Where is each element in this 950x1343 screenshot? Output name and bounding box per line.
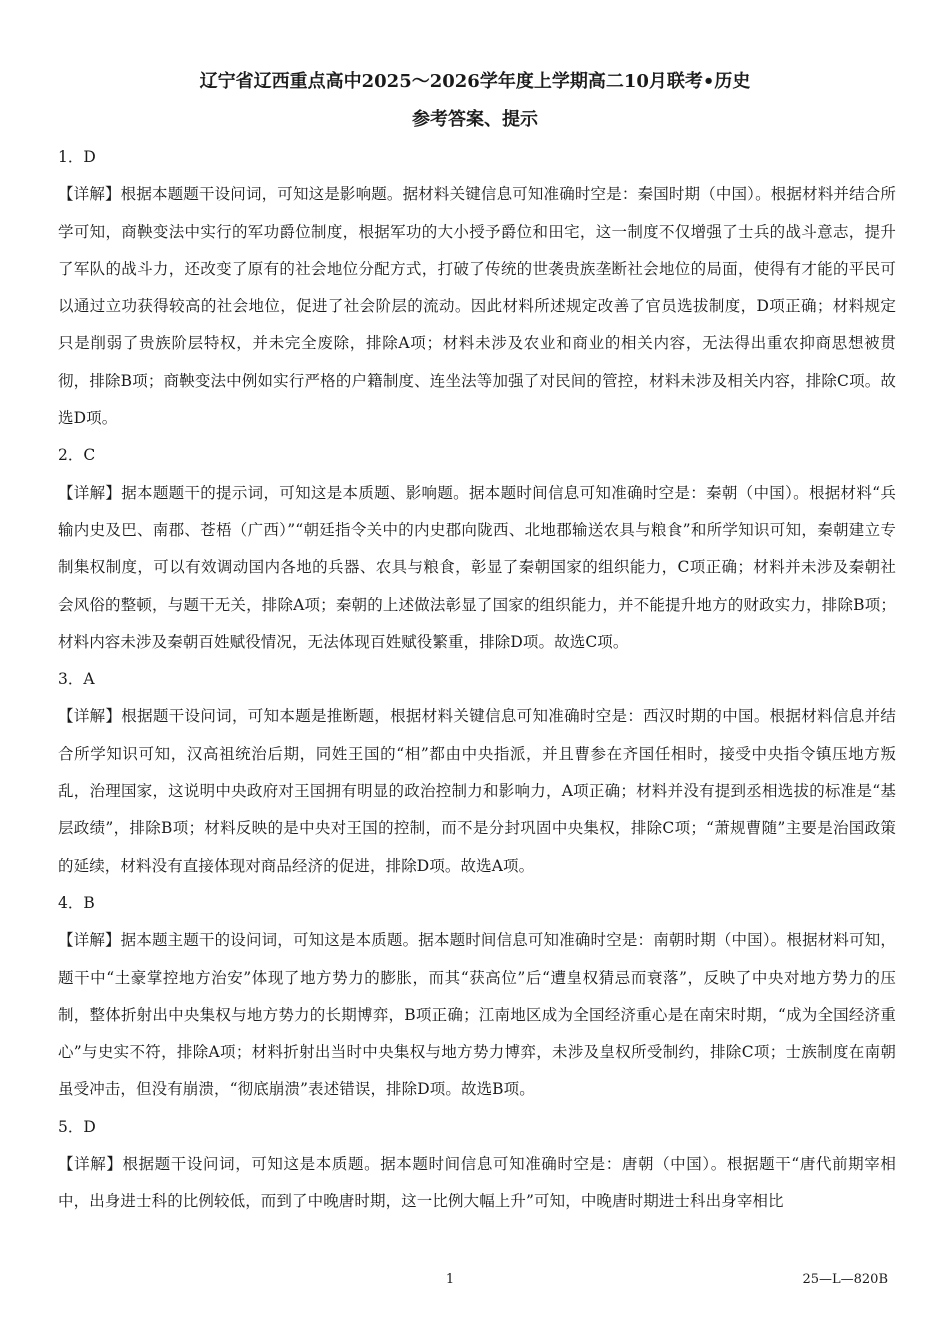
answer-item-4 — [58, 885, 896, 1109]
answer-item-2 — [58, 437, 896, 661]
answer-label: 2．C — [58, 446, 96, 465]
page-number: 1 — [445, 1272, 455, 1287]
answer-explanation: 【详解】据本题题干的提示词，可知这是本质题、影响题。据本题时间信息可知准确时空是：秦朝（中国）。根据材料“兵输内史及巴、南郡、苍梧（广西）”“朝廷指令关中的内史郡向陇西、北地郡输送农具与粮食”和所学知识可知，秦朝建立专制集权制度，可以有效调动国内各地的兵器、农具与粮食，彰显了秦朝国家的组织能力，C项正确；材料并未涉及秦朝社会风俗的整顿，与题干无关，排除A项；秦朝的上述做法彰显了国家的组织能力，并不能提升地方的财政实力，排除B项；材料内容未涉及秦朝百姓赋役情况，无法体现百姓赋役繁重，排除D项。故选C项。 — [58, 483, 896, 651]
answer-item-5 — [58, 1109, 896, 1221]
document-title: 辽宁省辽西重点高中2025～2026学年度上学期高二10月联考•历史 — [199, 71, 751, 92]
answer-explanation: 【详解】根据题干设问词，可知这是本质题。据本题时间信息可知准确时空是：唐朝（中国）。根据题干“唐代前期宰相中，出身进士科的比例较低，而到了中晚唐时期，这一比例大幅上升”可知，中晚唐时期进士科出身宰相比 — [58, 1155, 896, 1211]
document-code: 25—L—820B — [802, 1272, 888, 1287]
document-subtitle: 参考答案、提示 — [412, 109, 538, 130]
answer-label: 4．B — [58, 893, 95, 912]
answer-explanation: 【详解】根据本题题干设问词，可知这是影响题。据材料关键信息可知准确时空是：秦国时期（中国）。根据材料并结合所学可知，商鞅变法中实行的军功爵位制度，根据军功的大小授予爵位和田宅，这一制度不仅增强了士兵的战斗意志，提升了军队的战斗力，还改变了原有的社会地位分配方式，打破了传统的世袭贵族垄断社会地位的局面，使得有才能的平民可以通过立功获得较高的社会地位，促进了社会阶层的流动。因此材料所述规定改善了官员选拔制度，D项正确；材料规定只是削弱了贵族阶层特权，并未完全废除，排除A项；材料未涉及农业和商业的相关内容，无法得出重农抑商思想被贯彻，排除B项；商鞅变法中例如实行严格的户籍制度、连坐法等加强了对民间的管控，材料未涉及相关内容，排除C项。故选D项。 — [58, 185, 896, 428]
answer-item-3 — [58, 661, 896, 885]
answer-label: 5．D — [58, 1117, 96, 1136]
answer-explanation: 【详解】根据题干设问词，可知本题是推断题，根据材料关键信息可知准确时空是：西汉时期的中国。根据材料信息并结合所学知识可知，汉高祖统治后期，同姓王国的“相”都由中央指派，并且曹参在齐国任相时，接受中央指令镇压地方叛乱，治理国家，这说明中央政府对王国拥有明显的政治控制力和影响力，A项正确；材料并没有提到丞相选拔的标准是“基层政绩”，排除B项；材料反映的是中央对王国的控制，而不是分封巩固中央集权，排除C项；“萧规曹随”主要是治国政策的延续，材料没有直接体现对商品经济的促进，排除D项。故选A项。 — [58, 707, 896, 875]
answer-list — [58, 139, 896, 1221]
answer-label: 3．A — [58, 670, 95, 689]
answer-item-1 — [58, 139, 896, 437]
answer-label: 1．D — [58, 148, 96, 166]
answer-explanation: 【详解】据本题主题干的设问词，可知这是本质题。据本题时间信息可知准确时空是：南朝时期（中国）。根据材料可知，题干中“土豪掌控地方治安”体现了地方势力的膨胀，而其“获高位”后“遭皇权猜忌而衰落”，反映了中央对地方势力的压制，整体折射出中央集权与地方势力的长期博弈，B项正确；江南地区成为全国经济重心是在南宋时期，“成为全国经济重心”与史实不符，排除A项；材料折射出当时中央集权与地方势力博弈，未涉及皇权所受制约，排除C项；士族制度在南朝虽受冲击，但没有崩溃，“彻底崩溃”表述错误，排除D项。故选B项。 — [58, 931, 896, 1099]
